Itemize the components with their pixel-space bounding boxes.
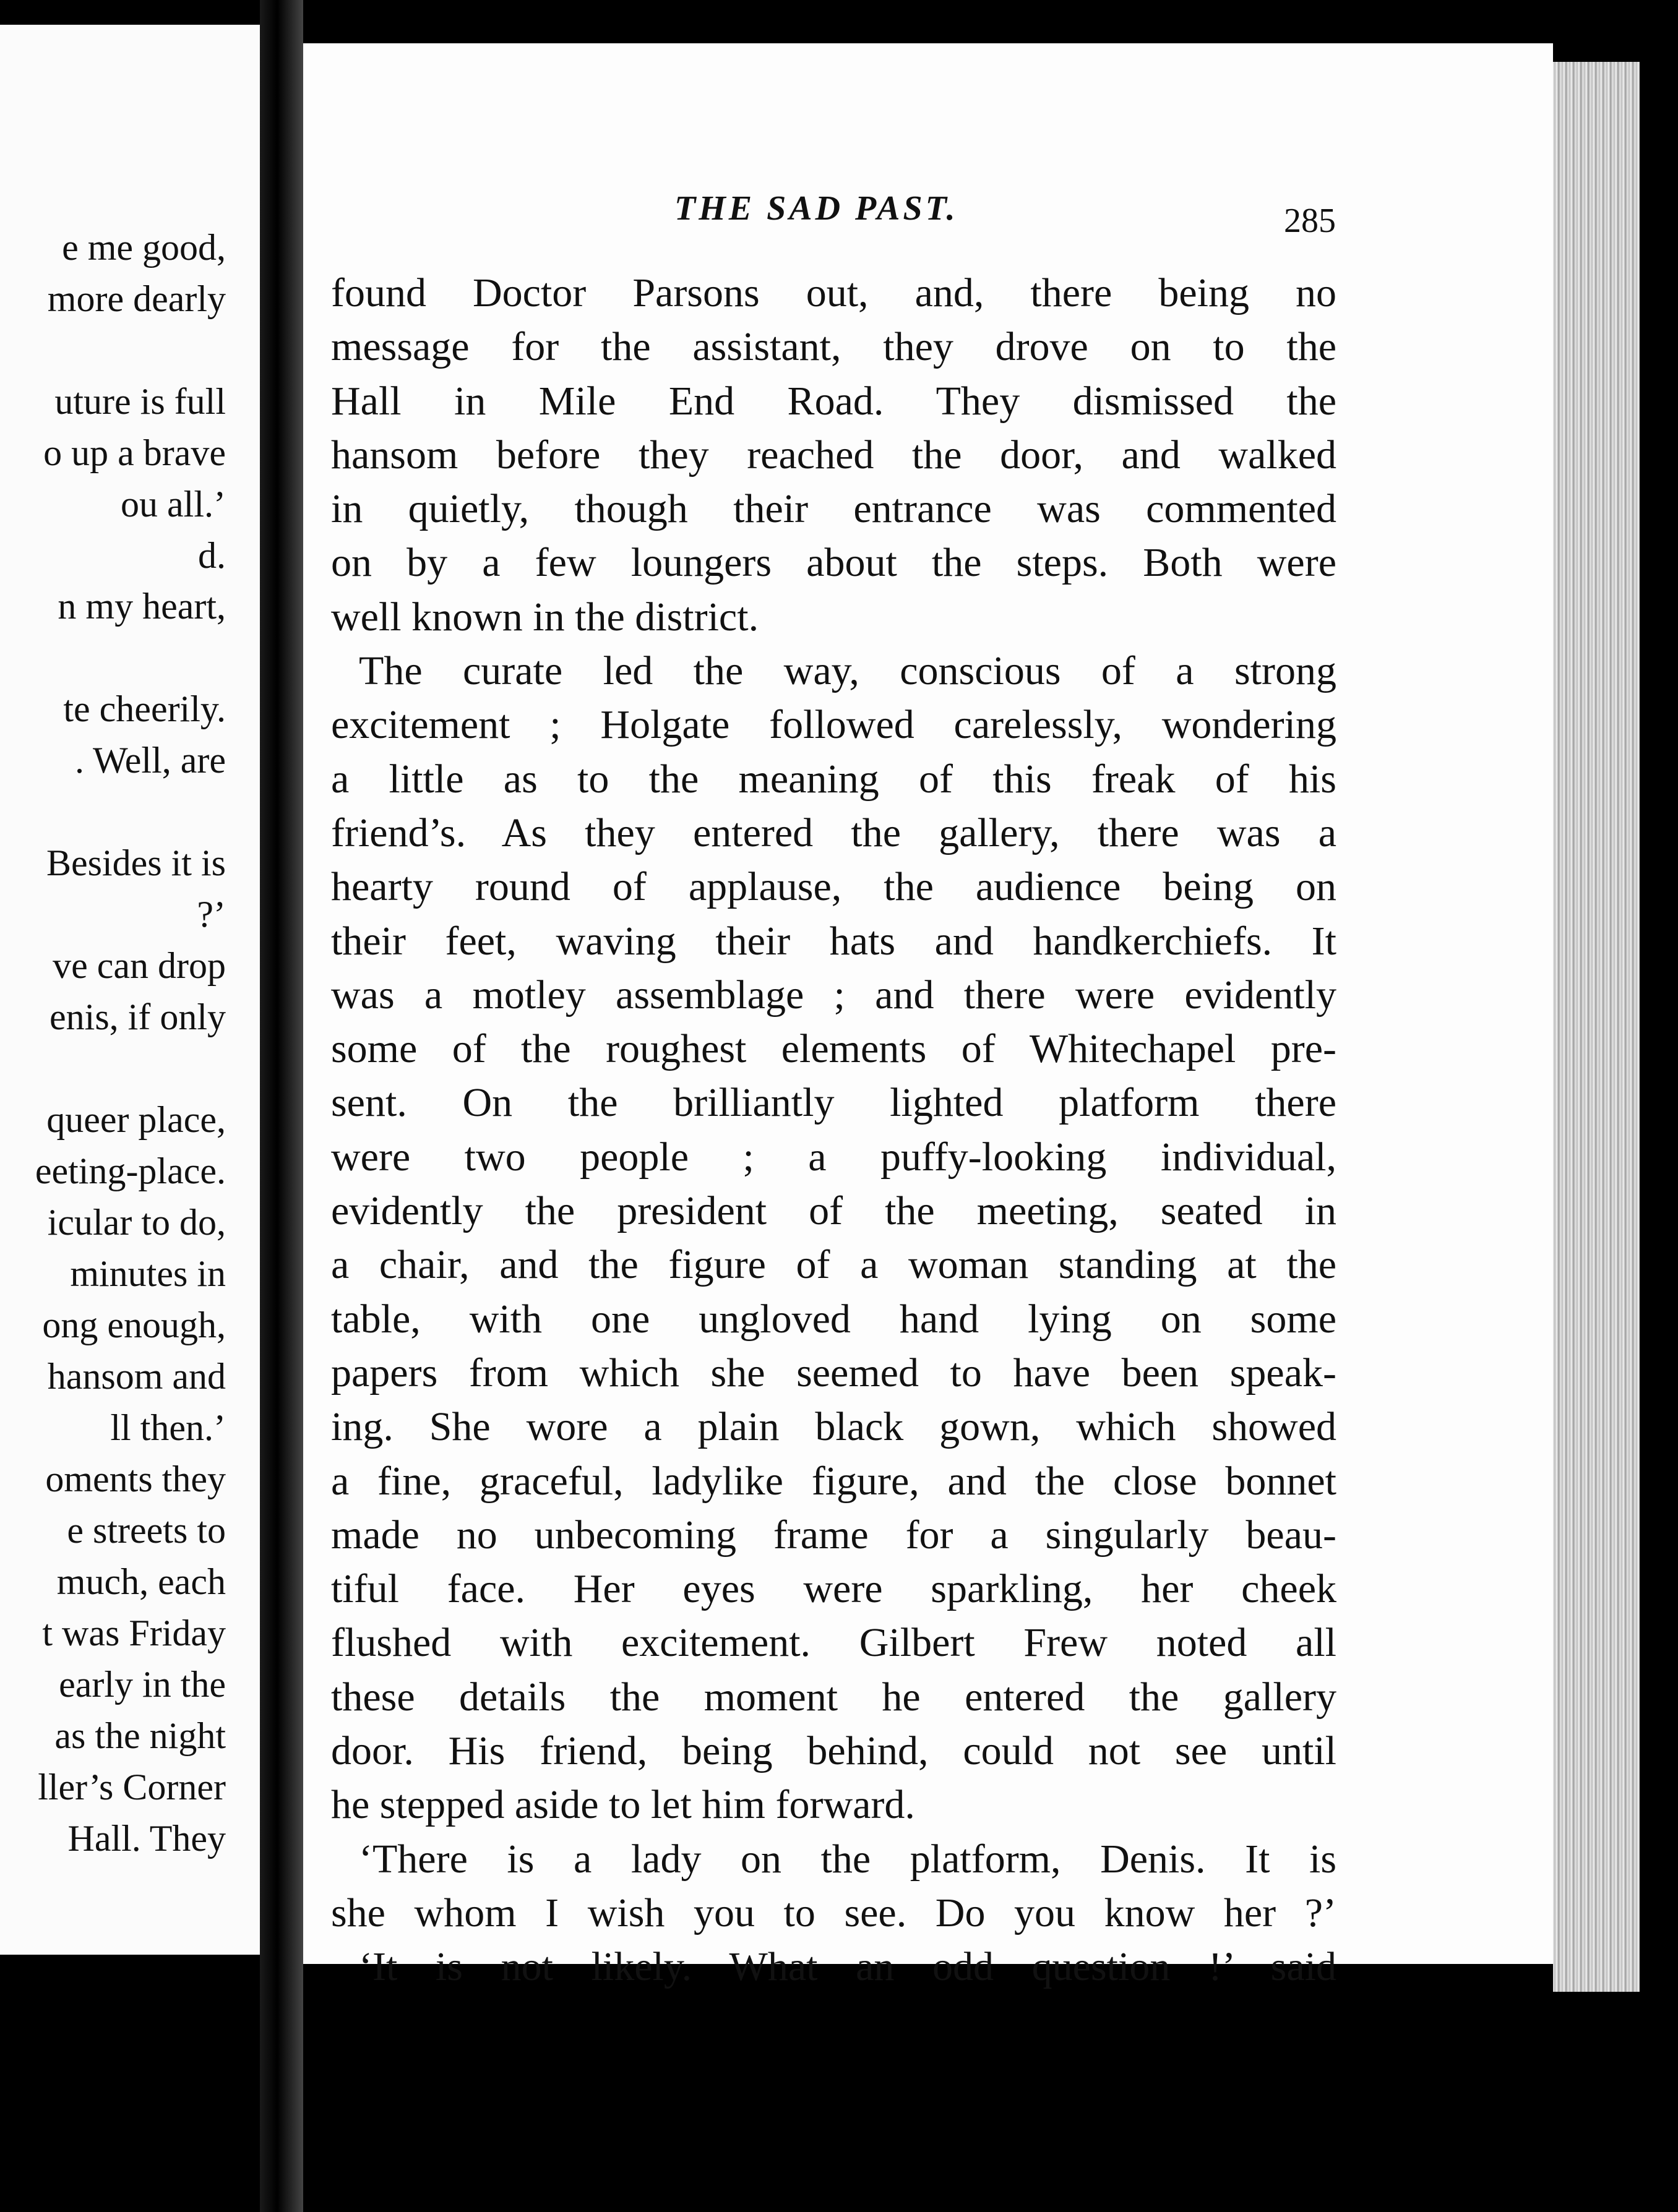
left-line: eeting-place. bbox=[35, 1151, 226, 1191]
text-line: message for the assistant, they drove on to the bbox=[331, 324, 1336, 370]
text-line: found Doctor Parsons out, and, there being no bbox=[331, 270, 1336, 315]
left-line: Hall. They bbox=[67, 1818, 226, 1859]
text-line: he stepped aside to let him forward. bbox=[331, 1782, 915, 1828]
left-line: o up a brave bbox=[43, 432, 226, 473]
text-line: door. His friend, being behind, could not see until bbox=[331, 1728, 1336, 1774]
left-line: d. bbox=[198, 535, 226, 576]
left-line: te cheerily. bbox=[63, 688, 226, 729]
text-line: friend’s. As they entered the gallery, there was a bbox=[331, 810, 1336, 855]
text-line: ‘There is a lady on the platform, Denis. It is bbox=[359, 1836, 1336, 1882]
body-text bbox=[331, 266, 1336, 1994]
text-line: tiful face. Her eyes were sparkling, her cheek bbox=[331, 1566, 1336, 1612]
left-line: ll then.’ bbox=[110, 1407, 226, 1448]
left-line: . Well, are bbox=[75, 740, 226, 781]
text-line: The curate led the way, conscious of a strong bbox=[359, 648, 1336, 694]
text-line: hansom before they reached the door, and walked bbox=[331, 432, 1336, 478]
left-line: oments they bbox=[45, 1459, 226, 1499]
text-line: some of the roughest elements of Whitechapel pre- bbox=[331, 1026, 1336, 1072]
text-line: ‘It is not likely. What an odd question !’ said bbox=[359, 1944, 1336, 1990]
text-line: a fine, graceful, ladylike figure, and the close bonnet bbox=[331, 1458, 1336, 1504]
left-line: early in the bbox=[59, 1664, 226, 1705]
text-line: evidently the president of the meeting, seated in bbox=[331, 1188, 1336, 1234]
text-line: their feet, waving their hats and handkerchiefs. It bbox=[331, 918, 1336, 964]
text-line: she whom I wish you to see. Do you know her ?’ bbox=[331, 1890, 1336, 1936]
text-line: papers from which she seemed to have been speak- bbox=[331, 1350, 1336, 1395]
text-line: a chair, and the figure of a woman standing at the bbox=[331, 1242, 1336, 1288]
left-line: queer place, bbox=[46, 1099, 226, 1140]
left-line: e streets to bbox=[67, 1510, 226, 1551]
left-line: ong enough, bbox=[42, 1305, 226, 1345]
text-line: in quietly, though their entrance was commented bbox=[331, 486, 1336, 532]
text-line: table, with one ungloved hand lying on some bbox=[331, 1296, 1336, 1342]
left-line: Besides it is bbox=[46, 842, 226, 883]
page-edges bbox=[1553, 62, 1640, 1992]
left-line: ller’s Corner bbox=[38, 1767, 226, 1807]
page-number: 285 bbox=[1284, 202, 1336, 240]
left-line: e me good, bbox=[62, 227, 226, 268]
left-line: more dearly bbox=[47, 278, 226, 319]
text-line: well known in the district. bbox=[331, 594, 759, 640]
right-page bbox=[303, 43, 1553, 1990]
text-line: flushed with excitement. Gilbert Frew noted all bbox=[331, 1620, 1336, 1666]
left-line: t was Friday bbox=[42, 1613, 226, 1653]
text-line: were two people ; a puffy-looking individual, bbox=[331, 1134, 1336, 1180]
left-line: ?’ bbox=[197, 894, 226, 935]
left-facing-page bbox=[0, 25, 260, 1955]
text-line: on by a few loungers about the steps. Both were bbox=[331, 540, 1336, 586]
left-line: ou all.’ bbox=[121, 484, 226, 525]
left-line: much, each bbox=[56, 1561, 226, 1602]
left-line: uture is full bbox=[54, 381, 226, 422]
running-head: THE SAD PAST. bbox=[674, 189, 958, 228]
text-line: excitement ; Holgate followed carelessly, wondering bbox=[331, 702, 1336, 748]
page-shadow bbox=[1640, 0, 1678, 2212]
text-line: these details the moment he entered the gallery bbox=[331, 1674, 1336, 1720]
text-line: was a motley assemblage ; and there were evidently bbox=[331, 972, 1336, 1018]
text-line: ing. She wore a plain black gown, which showed bbox=[331, 1404, 1336, 1450]
left-line: ve can drop bbox=[53, 945, 226, 986]
left-line: as the night bbox=[54, 1715, 226, 1756]
text-line: hearty round of applause, the audience being on bbox=[331, 864, 1336, 910]
book-gutter bbox=[260, 0, 303, 2212]
text-line: made no unbecoming frame for a singularly beau- bbox=[331, 1512, 1336, 1558]
left-line: n my heart, bbox=[58, 586, 226, 627]
left-line: enis, if only bbox=[49, 997, 226, 1037]
left-line: hansom and bbox=[47, 1356, 226, 1397]
text-line: sent. On the brilliantly lighted platform there bbox=[331, 1080, 1336, 1126]
left-line: icular to do, bbox=[47, 1202, 226, 1243]
text-line: a little as to the meaning of this freak of his bbox=[331, 756, 1336, 802]
text-line: Hall in Mile End Road. They dismissed the bbox=[331, 378, 1336, 424]
left-line: minutes in bbox=[70, 1253, 226, 1294]
